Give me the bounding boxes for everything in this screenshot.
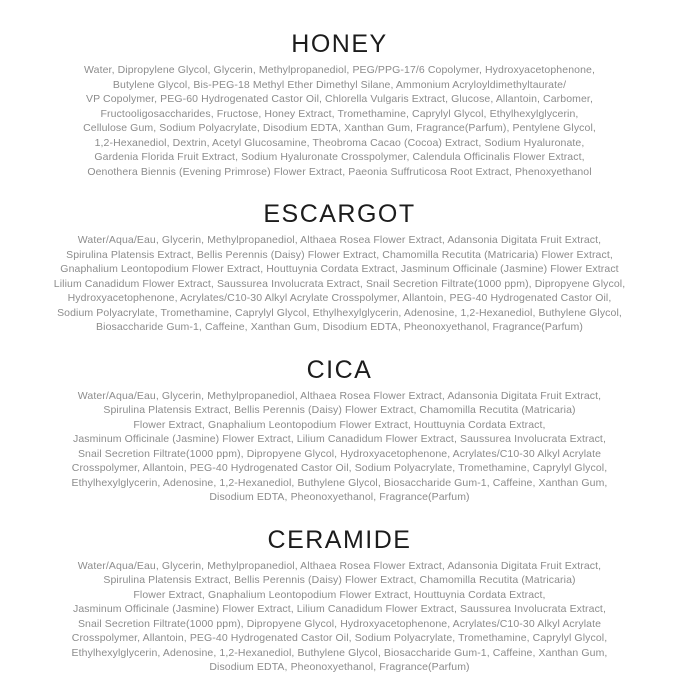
ingredient-line: Lilium Canadidum Flower Extract, Saussurea Involucrata Extract, Snail Secretion Filtrate(1000 ppm), Dipropyene Glycol, [53,277,626,290]
ingredient-line: Snail Secretion Filtrate(1000 ppm), Dipropyene Glycol, Hydroxyacetophenone, Acrylates/C10-30 Alkyl Acrylate [77,447,602,460]
ingredient-line: Flower Extract, Gnaphalium Leontopodium Flower Extract, Houttuynia Cordata Extract, [133,588,546,601]
section-ceramide [0,526,679,675]
ingredient-line: Butylene Glycol, Bis-PEG-18 Methyl Ether Dimethyl Silane, Ammonium Acryloyldimethyltaurate/ [112,78,567,91]
ingredient-line: Cellulose Gum, Sodium Polyacrylate, Disodium EDTA, Xanthan Gum, Fragrance(Parfum), Pentylene Glycol, [83,122,596,134]
ingredient-line: Gnaphalium Leontopodium Flower Extract, Houttuynia Cordata Extract, Jasminum Officinale (Jasmine) Flower Extract [60,263,619,275]
ingredient-list-honey [0,63,679,179]
ingredient-line: Jasminum Officinale (Jasmine) Flower Extract, Lilium Canadidum Flower Extract, Saussurea Involucrata Extract, [73,433,606,445]
ingredient-line: Gardenia Florida Fruit Extract, Sodium Hyaluronate Crosspolymer, Calendula Officinalis Flower Extract, [94,151,585,163]
section-cica [0,356,679,505]
ingredient-line: Fructooligosaccharides, Fructose, Honey Extract, Tromethamine, Caprylyl Glycol, Ethylhexylglycerin, [100,107,579,120]
ingredient-line: Disodium EDTA, Pheonoxyethanol, Fragrance(Parfum) [209,491,470,503]
ingredient-line: Spirulina Platensis Extract, Bellis Perennis (Daisy) Flower Extract, Chamomilla Recutita (Matricaria) Flower Extract, [66,248,613,261]
ingredient-list-cica [0,389,679,505]
ingredient-line: Water, Dipropylene Glycol, Glycerin, Methylpropanediol, PEG/PPG-17/6 Copolymer, Hydroxyacetophenone, [84,64,595,76]
ingredient-line: Sodium Polyacrylate, Tromethamine, Caprylyl Glycol, Ethylhexylglycerin, Adenosine, 1,2-Hexanediol, Buthylene Glycol, [57,306,622,319]
ingredient-line: Water/Aqua/Eau, Glycerin, Methylpropanediol, Althaea Rosea Flower Extract, Adansonia Digitata Fruit Extract, [77,389,602,402]
ingredient-line: Spirulina Platensis Extract, Bellis Perennis (Daisy) Flower Extract, Chamomilla Recutita (Matricaria) [103,404,576,416]
section-title-ceramide: CERAMIDE [267,525,412,554]
section-title-escargot: ESCARGOT [263,200,416,228]
ingredient-list-escargot [0,233,679,335]
ingredient-line: Hydroxyacetophenone, Acrylates/C10-30 Alkyl Acrylate Crosspolymer, Allantoin, PEG-40 Hydrogenated Castor Oil, [67,292,612,304]
ingredient-line: 1,2-Hexanediol, Dextrin, Acetyl Glucosamine, Theobroma Cacao (Cocoa) Extract, Sodium Hyaluronate, [94,136,585,149]
section-escargot [0,200,679,335]
ingredient-list-ceramide [0,559,679,675]
ingredient-line: Water/Aqua/Eau, Glycerin, Methylpropanediol, Althaea Rosea Flower Extract, Adansonia Digitata Fruit Extract, [77,559,602,572]
ingredient-line: Disodium EDTA, Pheonoxyethanol, Fragrance(Parfum) [209,661,470,673]
section-title-honey: HONEY [291,30,388,58]
ingredient-line: Crosspolymer, Allantoin, PEG-40 Hydrogenated Castor Oil, Sodium Polyacrylate, Tromethamine, Caprylyl Glycol, [71,632,608,644]
ingredient-line: Water/Aqua/Eau, Glycerin, Methylpropanediol, Althaea Rosea Flower Extract, Adansonia Digitata Fruit Extract, [77,234,602,246]
ingredient-line: Ethylhexylglycerin, Adenosine, 1,2-Hexanediol, Buthylene Glycol, Biosaccharide Gum-1, Caffeine, Xanthan Gum, [71,476,608,489]
ingredient-line: Spirulina Platensis Extract, Bellis Perennis (Daisy) Flower Extract, Chamomilla Recutita (Matricaria) [103,574,576,586]
section-title-cica: CICA [306,355,373,384]
ingredient-line: Flower Extract, Gnaphalium Leontopodium Flower Extract, Houttuynia Cordata Extract, [133,418,546,431]
ingredient-line: VP Copolymer, PEG-60 Hydrogenated Castor Oil, Chlorella Vulgaris Extract, Glucose, Allantoin, Carbomer, [86,93,593,105]
ingredient-line: Jasminum Officinale (Jasmine) Flower Extract, Lilium Canadidum Flower Extract, Saussurea Involucrata Extract, [73,603,606,615]
ingredient-line: Biosaccharide Gum-1, Caffeine, Xanthan Gum, Disodium EDTA, Pheonoxyethanol, Fragrance(Parfum) [96,321,583,333]
ingredient-line: Snail Secretion Filtrate(1000 ppm), Dipropyene Glycol, Hydroxyacetophenone, Acrylates/C10-30 Alkyl Acrylate [77,617,602,630]
ingredient-line: Crosspolymer, Allantoin, PEG-40 Hydrogenated Castor Oil, Sodium Polyacrylate, Tromethamine, Caprylyl Glycol, [71,462,608,474]
ingredient-line: Ethylhexylglycerin, Adenosine, 1,2-Hexanediol, Buthylene Glycol, Biosaccharide Gum-1, Caffeine, Xanthan Gum, [71,646,608,659]
section-honey [0,30,679,179]
ingredient-line: Oenothera Biennis (Evening Primrose) Flower Extract, Paeonia Suffruticosa Root Extract, Phenoxyethanol [87,165,592,178]
